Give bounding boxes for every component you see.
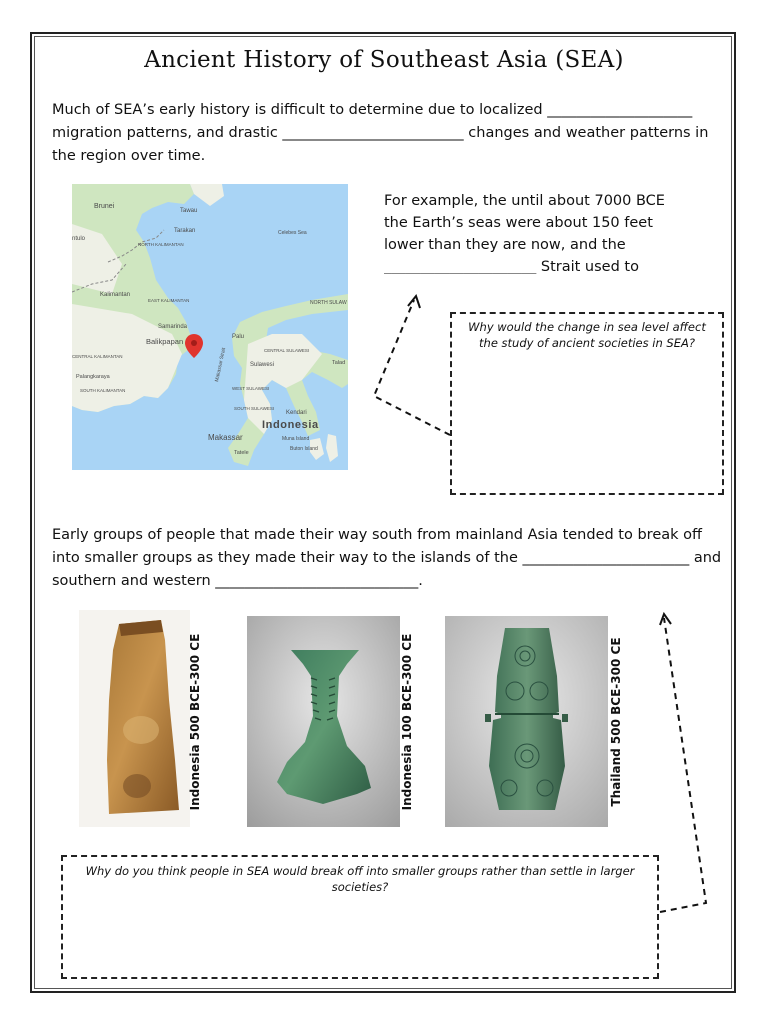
map-label-balikpapan: Balikpapan bbox=[146, 337, 184, 346]
intro-paragraph: Much of SEA’s early history is difficult to determine due to localized ____________________ migration patterns, and drastic _________________________ changes and weather patterns in the region over time. bbox=[52, 102, 709, 164]
map-label-south-sulawesi: SOUTH SULAWESI bbox=[234, 406, 275, 411]
map-label-central-sulawesi: CENTRAL SULAWESI bbox=[264, 348, 310, 353]
example-paragraph: For example, the until about 7000 BCE the Earth’s seas were about 150 feet lower than they are now, and the _____________________ Strait used to bbox=[384, 193, 665, 274]
map-label-tatele: Tatele bbox=[234, 450, 249, 456]
map-label-kendari: Kendari bbox=[286, 410, 307, 416]
artifact-caption-1: Indonesia 500 BCE-300 CE bbox=[188, 633, 202, 811]
map-label-north-sulawesi: NORTH SULAW bbox=[310, 300, 347, 306]
map-label-sulawesi: Sulawesi bbox=[250, 362, 275, 368]
sulawesi-map bbox=[72, 184, 348, 470]
map-label-palangkaraya: Palangkaraya bbox=[76, 374, 110, 380]
map-label-celebes-sea: Celebes Sea bbox=[278, 230, 307, 236]
artifact-bronze-vessel-image bbox=[445, 616, 608, 827]
answer-box-sea-level[interactable] bbox=[450, 312, 724, 495]
artifact-stone-adze-image bbox=[79, 610, 190, 827]
map-label-makassar: Makassar bbox=[208, 433, 243, 442]
worksheet-title: Ancient History of Southeast Asia (SEA) bbox=[144, 47, 624, 73]
map-label-east-kalimantan: EAST KALIMANTAN bbox=[148, 298, 190, 303]
map-label-buton-island: Buton Island bbox=[290, 446, 318, 452]
map-label-muna-island: Muna Island bbox=[282, 436, 310, 442]
question-smaller-groups: Why do you think people in SEA would break off into smaller groups rather than settle in larger societies? bbox=[85, 864, 635, 894]
artifact-caption-3: Thailand 500 BCE-300 CE bbox=[609, 637, 623, 807]
migration-paragraph: Early groups of people that made their way south from mainland Asia tended to break off into smaller groups as they made their way to the islands of the _______________________ and southern and western ____________________________. bbox=[52, 527, 722, 589]
map-label-south-kalimantan: SOUTH KALIMANTAN bbox=[80, 388, 126, 393]
map-label-indonesia: Indonesia bbox=[262, 419, 319, 431]
map-label-tulo: ntulo bbox=[72, 236, 86, 242]
map-label-palu: Palu bbox=[232, 334, 245, 340]
map-label-west-sulawesi: WEST SULAWESI bbox=[232, 386, 270, 391]
artifact-bronze-axe-image bbox=[247, 616, 400, 827]
artifact-caption-2: Indonesia 100 BCE-300 CE bbox=[400, 633, 414, 811]
page-border-inner bbox=[34, 36, 732, 989]
map-label-kalimantan: Kalimantan bbox=[100, 292, 131, 298]
map-label-tawau: Tawau bbox=[180, 208, 198, 214]
map-label-north-kalimantan: NORTH KALIMANTAN bbox=[138, 242, 184, 247]
map-label-central-kalimantan: CENTRAL KALIMANTAN bbox=[72, 354, 123, 359]
map-label-samarinda: Samarinda bbox=[158, 324, 188, 330]
map-label-brunei: Brunei bbox=[94, 203, 115, 210]
map-label-tarakan: Tarakan bbox=[174, 228, 196, 234]
map-label-talaud: Talad bbox=[332, 360, 346, 366]
map-label-makassar-strait: Makassar Strait bbox=[214, 347, 228, 383]
question-sea-level: Why would the change in sea level affect the study of ancient societies in SEA? bbox=[468, 320, 706, 350]
answer-box-smaller-groups[interactable] bbox=[61, 855, 659, 979]
